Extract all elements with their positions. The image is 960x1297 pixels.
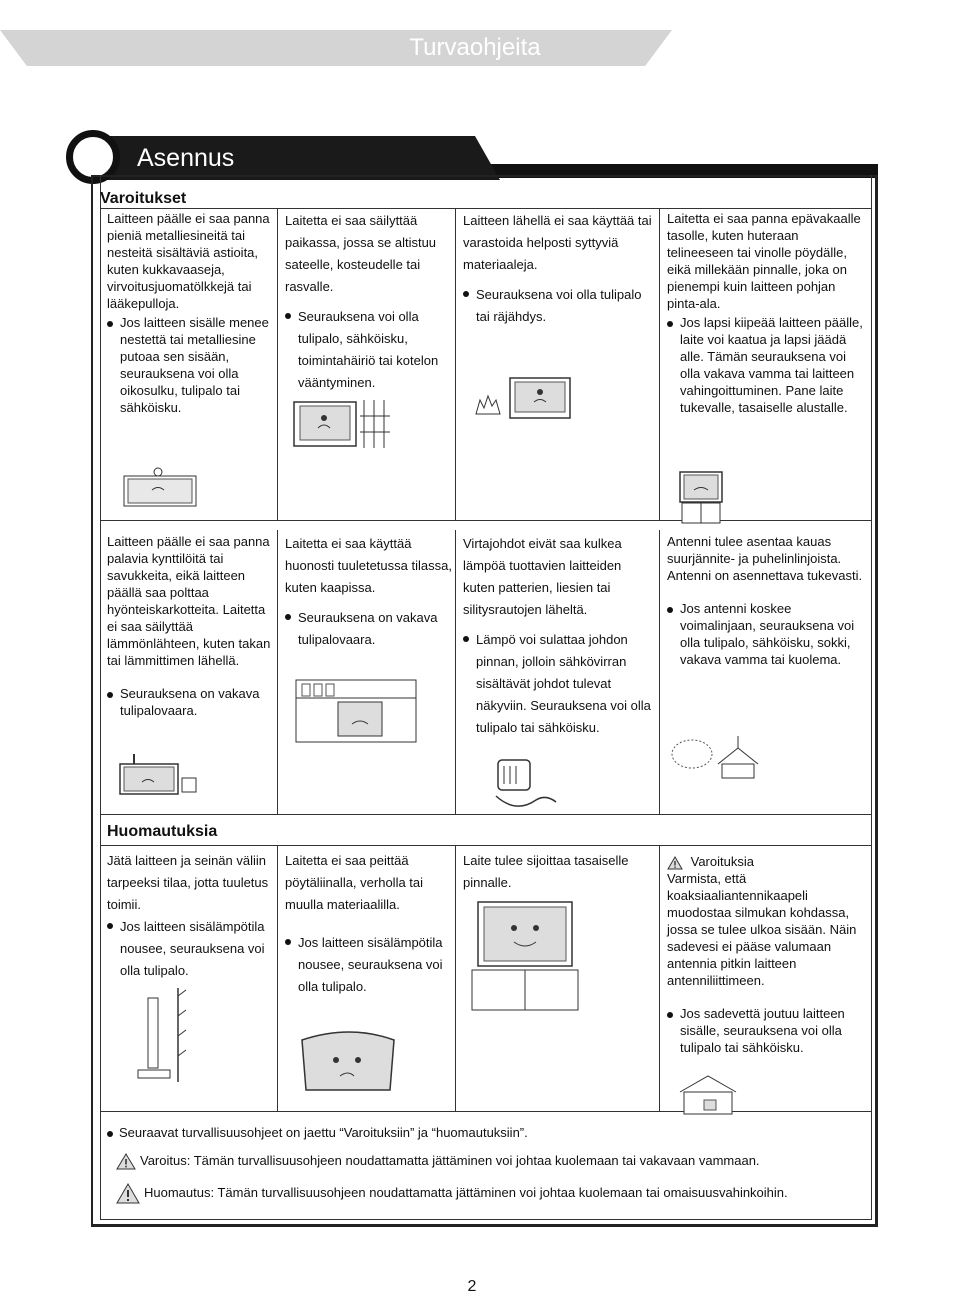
note-cell-2 (285, 850, 453, 998)
warning-text: Virtajohdot eivät saa kulkea lämpöä tuottavien laitteiden kuten patterien, liesien tai silitysrautojen läheltä. (463, 536, 622, 617)
note-text: Laitetta ei saa peittää pöytäliinalla, verholla tai muulla materiaalilla. (285, 853, 424, 912)
warning-cell-5 (107, 533, 273, 719)
warning-text: Laitteen päälle ei saa panna pieniä metalliesineitä tai nesteitä sisältäviä astioita, kuten kukkavaaseja, virvoitusjuomatölkkejä tai lääkepulloja. (107, 211, 270, 311)
grid-divider (277, 530, 278, 814)
warning-text: Antenni tulee asentaa kauas suurjännite- ja puhelinlinjoista. Antenni on asennettava tukevasti. (667, 534, 863, 583)
warning-cell-7 (463, 533, 655, 739)
footer-warning: Varoitus: Tämän turvallisuusohjeen noudattamatta jättäminen voi johtaa kuolemaan tai vakavaan vammaan. (140, 1153, 760, 1168)
note-cell-4 (667, 853, 867, 1056)
tv-liquid-illustration (118, 466, 202, 514)
warning-cell-2 (285, 210, 453, 394)
grid-divider (277, 845, 278, 1111)
footer-caution-row (116, 1183, 788, 1204)
antenna-house-illustration (668, 734, 768, 780)
warning-bullet: Seurauksena on vakava tulipalovaara. (285, 607, 453, 651)
tv-flammable-illustration (470, 374, 580, 422)
grid-row-divider (100, 1111, 872, 1112)
page-title: Turvaohjeita (409, 34, 541, 61)
house-antenna-illustration (676, 1074, 748, 1116)
tv-level-surface-illustration (470, 898, 580, 1014)
bullet-icon (107, 1131, 113, 1137)
caution-triangle-icon (116, 1183, 140, 1204)
section-title: Asennus (137, 144, 235, 172)
grid-divider (659, 530, 660, 814)
warning-cell-8 (667, 533, 867, 668)
warnings-heading: Varoitukset (100, 190, 187, 207)
grid-divider (277, 208, 278, 520)
grid-divider (659, 208, 660, 520)
grid-divider (659, 845, 660, 1111)
note-title: Varoituksia (690, 854, 754, 869)
warning-triangle-icon (116, 1153, 136, 1170)
heater-cord-illustration (486, 756, 566, 812)
note-text: Varmista, että koaksiaaliantennikaapeli muodostaa silmukan kohdassa, jossa se tulee ulkoa sisään. Näin sadevesi ei pääse valumaan antennia pitkin laitteen antenniliittimeen. (667, 871, 857, 988)
note-bullet: Jos laitteen sisälämpötila nousee, seurauksena voi olla tulipalo. (107, 916, 273, 982)
note-title-row (667, 853, 867, 870)
tv-unstable-illustration (676, 470, 726, 524)
tv-covered-illustration (296, 1030, 400, 1096)
warning-bullet: Jos laitteen sisälle menee nestettä tai metalliesine putoaa sen sisään, seurauksena voi olla oikosulku, tulipalo tai sähköisku. (107, 314, 273, 416)
grid-row-divider (100, 520, 872, 521)
page-number: 2 (467, 1278, 477, 1295)
tv-rain-illustration (290, 396, 394, 452)
warning-cell-4 (667, 210, 867, 416)
tv-wall-illustration (128, 986, 188, 1086)
warning-bullet: Jos lapsi kiipeää laitteen päälle, laite voi kaatua ja lapsi jäädä alle. Tämän seurauksena voi olla vakava vamma tai laitteen vahingoittuminen. Pane laite tukevalle, tasaiselle alustalle. (667, 314, 867, 416)
note-bullet: Jos laitteen sisälämpötila nousee, seurauksena voi olla tulipalo. (285, 932, 453, 998)
warning-bullet: Lämpö voi sulattaa johdon pinnan, jolloin sähkövirran sisältävät johdot tulevat näkyviin. Seurauksena voi olla tulipalo tai sähköisku. (463, 629, 655, 739)
footer-caution: Huomautus: Tämän turvallisuusohjeen noudattamatta jättäminen voi johtaa kuolemaan tai omaisuusvahinkoihin. (144, 1184, 788, 1200)
note-cell-1 (107, 850, 273, 982)
tv-candle-illustration (112, 752, 202, 802)
warning-text: Laitteen päälle ei saa panna palavia kynttilöitä tai savukkeita, eikä laitteen päällä saa polttaa hyönteiskarkotteita. Laitetta ei saa säilyttää lämmönlähteen, kuten takan tai lämmittimen lähellä. (107, 534, 271, 668)
warnings-heading-rule (100, 208, 872, 209)
warning-triangle-icon (667, 856, 683, 870)
footer-warning-row (116, 1152, 760, 1170)
grid-row-divider (100, 814, 872, 815)
grid-divider (455, 208, 456, 520)
warning-text: Laitteen lähellä ei saa käyttää tai varastoida helposti syttyviä materiaaleja. (463, 213, 652, 272)
grid-divider (455, 530, 456, 814)
warning-text: Laitetta ei saa säilyttää paikassa, jossa se altistuu sateelle, kosteudelle tai rasvalle. (285, 213, 437, 294)
warning-bullet: Seurauksena voi olla tulipalo, sähköisku, toimintahäiriö tai kotelon vääntyminen. (285, 306, 453, 394)
note-text: Laite tulee sijoittaa tasaiselle pinnalle. (463, 853, 629, 890)
tv-cabinet-illustration (294, 678, 418, 744)
footer-bullet: Seuraavat turvallisuusohjeet on jaettu “Varoituksiin” ja “huomautuksiin”. (119, 1125, 528, 1140)
warning-text: Laitetta ei saa panna epävakaalle tasolle, kuten huteraan telineeseen tai vinolle pöydälle, eikä millekään pinnalle, joka on pienempi kuin laitteen pohjan pinta-ala. (667, 211, 861, 311)
warning-cell-6 (285, 533, 453, 651)
notes-heading: Huomautuksia (107, 823, 218, 840)
warning-bullet: Jos antenni koskee voimalinjaan, seurauksena voi olla tulipalo, sähköisku, sokki, vakava vamma tai kuolema. (667, 600, 867, 668)
warning-bullet: Seurauksena on vakava tulipalovaara. (107, 685, 273, 719)
warning-bullet: Seurauksena voi olla tulipalo tai räjähdys. (463, 284, 655, 328)
note-bullet: Jos sadevettä joutuu laitteen sisälle, seurauksena voi olla tulipalo tai sähköisku. (667, 1005, 867, 1056)
warning-cell-3 (463, 210, 655, 328)
warning-text: Laitetta ei saa käyttää huonosti tuuletetussa tilassa, kuten kaapissa. (285, 536, 452, 595)
grid-divider (455, 845, 456, 1111)
footer-bullet-row (107, 1124, 528, 1141)
note-text: Jätä laitteen ja seinän väliin tarpeeksi tilaa, jotta tuuletus toimii. (107, 853, 269, 912)
note-cell-3 (463, 850, 655, 894)
notes-heading-rule (100, 845, 872, 846)
warning-cell-1 (107, 210, 273, 416)
